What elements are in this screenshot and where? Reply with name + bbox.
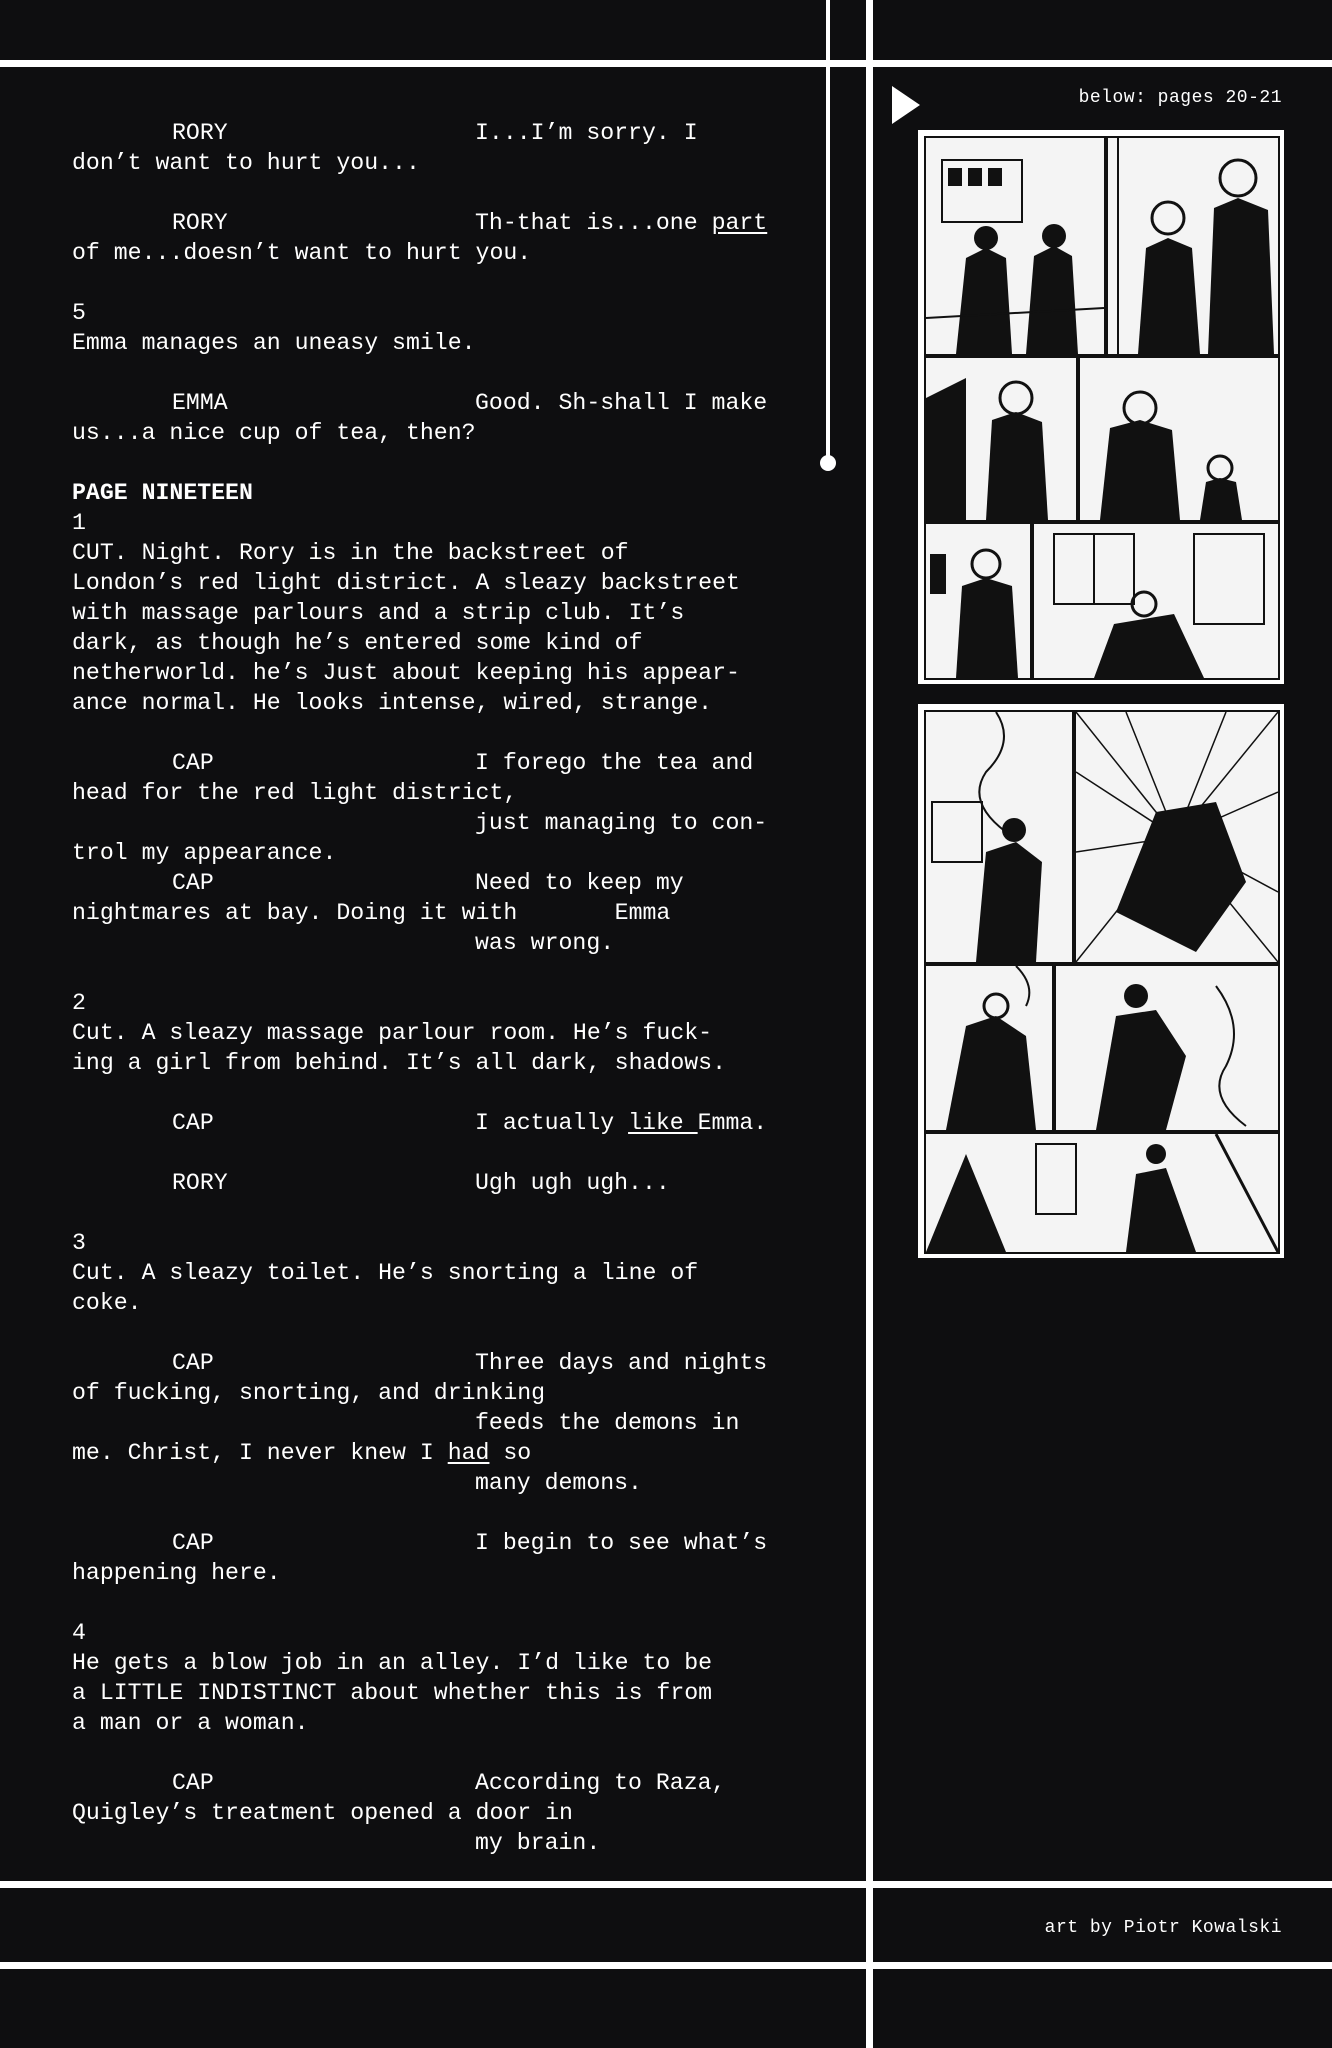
comic-panel [924, 136, 1106, 356]
script-text: 3 [72, 1230, 86, 1256]
script-text: I...I’m sorry. I [475, 120, 698, 146]
script-text: Need to keep my [475, 870, 684, 896]
script-line [72, 328, 812, 358]
script-gap [72, 268, 812, 298]
script-gap [72, 718, 812, 748]
script-line [72, 1438, 812, 1468]
script-line [72, 598, 812, 628]
script-text: netherworld. he’s Just about keeping his appear- [72, 660, 740, 686]
script-line [72, 538, 812, 568]
script-gap [72, 448, 812, 478]
script-text: nightmares at bay. Doing it with Emma [72, 900, 671, 926]
comic-panel [924, 356, 1078, 522]
comic-panel [1078, 356, 1280, 522]
script-text: Cut. A sleazy massage parlour room. He’s fuck- [72, 1020, 713, 1046]
comic-page-thumbnail-21 [918, 704, 1284, 1258]
script-body [72, 118, 812, 1858]
script-gap [72, 1498, 812, 1528]
script-text: Cut. A sleazy toilet. He’s snorting a line of [72, 1260, 699, 1286]
script-line [72, 1468, 812, 1498]
script-text: us...a nice cup of tea, then? [72, 420, 476, 446]
script-text: was wrong. [475, 930, 615, 956]
script-text: Ugh ugh ugh... [475, 1170, 670, 1196]
center-vertical-rule [866, 0, 873, 2048]
script-text: Good. Sh-shall I make [475, 390, 768, 416]
script-line [72, 988, 812, 1018]
script-text: 5 [72, 300, 86, 326]
script-text: just managing to con- [475, 810, 768, 836]
script-line [72, 1798, 812, 1828]
speaker-name: CAP [172, 870, 214, 896]
comic-panel [924, 522, 1032, 680]
script-line [72, 1648, 812, 1678]
play-triangle-icon [892, 86, 922, 124]
script-gap [72, 1738, 812, 1768]
comic-panel [924, 710, 1074, 964]
speaker-name: CAP [172, 1350, 214, 1376]
script-line [72, 238, 812, 268]
speaker-name: EMMA [172, 390, 228, 416]
speaker-name: RORY [172, 210, 228, 236]
script-line [72, 658, 812, 688]
script-text: my brain. [475, 1830, 601, 1856]
script-line [72, 1348, 812, 1378]
script-line [72, 1708, 812, 1738]
script-line [72, 298, 812, 328]
script-line [72, 1378, 812, 1408]
script-gap [72, 178, 812, 208]
script-text: He gets a blow job in an alley. I’d like to be [72, 1650, 713, 1676]
script-line [72, 628, 812, 658]
script-gap [72, 958, 812, 988]
script-text: According to Raza, [475, 1770, 726, 1796]
script-gap [72, 1198, 812, 1228]
script-line [72, 478, 812, 508]
script-line [72, 1048, 812, 1078]
script-line [72, 508, 812, 538]
underlined-word: had [447, 1440, 490, 1466]
script-text: of me...doesn’t want to hurt you. [72, 240, 532, 266]
comic-panel [924, 964, 1054, 1132]
script-line [72, 868, 812, 898]
art-credit: art by Piotr Kowalski [1044, 1918, 1282, 1938]
script-line [72, 1288, 812, 1318]
script-gap [72, 1318, 812, 1348]
script-text: ing a girl from behind. It’s all dark, shadows. [72, 1050, 726, 1076]
speaker-name: CAP [172, 750, 214, 776]
script-gap [72, 1588, 812, 1618]
script-line [72, 898, 812, 928]
script-line [72, 928, 812, 958]
script-text: feeds the demons in [475, 1410, 740, 1436]
script-text: with massage parlours and a strip club. It’s [72, 600, 685, 626]
script-line [72, 1678, 812, 1708]
script-text: a LITTLE INDISTINCT about whether this is from [72, 1680, 713, 1706]
script-text: head for the red light district, [72, 780, 518, 806]
top-horizontal-rule [0, 60, 1332, 67]
script-gap [72, 1138, 812, 1168]
script-line [72, 1168, 812, 1198]
script-line [72, 808, 812, 838]
script-text: Quigley’s treatment opened a door in [72, 1800, 573, 1826]
script-line [72, 1558, 812, 1588]
script-text: I begin to see what’s [475, 1530, 768, 1556]
script-text: Three days and nights [475, 1350, 768, 1376]
script-text: me. Christ, I never knew I had so [72, 1440, 532, 1466]
script-text: 1 [72, 510, 86, 536]
script-text: London’s red light district. A sleazy backstreet [72, 570, 740, 596]
script-line [72, 778, 812, 808]
script-line [72, 388, 812, 418]
script-text: don’t want to hurt you... [72, 150, 420, 176]
script-text: I forego the tea and [475, 750, 754, 776]
script-text: coke. [72, 1290, 142, 1316]
script-text: Emma manages an uneasy smile. [72, 330, 476, 356]
script-line [72, 208, 812, 238]
speaker-name: RORY [172, 120, 228, 146]
script-line [72, 1408, 812, 1438]
script-text: CUT. Night. Rory is in the backstreet of [72, 540, 629, 566]
script-line [72, 688, 812, 718]
bottom-horizontal-rule-upper [0, 1881, 1332, 1888]
script-text: ance normal. He looks intense, wired, strange. [72, 690, 713, 716]
speaker-name: RORY [172, 1170, 228, 1196]
script-line [72, 568, 812, 598]
speaker-name: CAP [172, 1530, 214, 1556]
script-text: dark, as though he’s entered some kind of [72, 630, 643, 656]
comic-panel [1074, 710, 1280, 964]
underlined-word: like [628, 1110, 698, 1136]
script-line [72, 1768, 812, 1798]
script-text: 2 [72, 990, 86, 1016]
script-line [72, 838, 812, 868]
comic-panel [1032, 522, 1280, 680]
script-text: I actually like Emma. [475, 1110, 768, 1136]
script-timeline-rule [826, 0, 830, 463]
script-text: trol my appearance. [72, 840, 337, 866]
script-line [72, 148, 812, 178]
bottom-horizontal-rule-lower [0, 1962, 1332, 1969]
script-line [72, 1258, 812, 1288]
script-text: happening here. [72, 1560, 281, 1586]
script-line [72, 1018, 812, 1048]
script-gap [72, 358, 812, 388]
comic-page-thumbnail-20 [918, 130, 1284, 684]
comic-panel [924, 1132, 1280, 1254]
comic-panel [1054, 964, 1280, 1132]
script-line [72, 748, 812, 778]
comic-panel [1106, 136, 1280, 356]
script-line [72, 1528, 812, 1558]
script-line [72, 418, 812, 448]
page-heading: PAGE NINETEEN [72, 480, 253, 506]
script-text: of fucking, snorting, and drinking [72, 1380, 546, 1406]
script-line [72, 118, 812, 148]
speaker-name: CAP [172, 1770, 214, 1796]
script-line [72, 1228, 812, 1258]
script-line [72, 1828, 812, 1858]
sidebar-caption: below: pages 20-21 [1078, 88, 1282, 108]
script-text: a man or a woman. [72, 1710, 309, 1736]
script-line [72, 1618, 812, 1648]
script-text: 4 [72, 1620, 86, 1646]
script-line [72, 1108, 812, 1138]
script-text: many demons. [475, 1470, 642, 1496]
script-text: Th-that is...one part [475, 210, 768, 236]
speaker-name: CAP [172, 1110, 214, 1136]
script-gap [72, 1078, 812, 1108]
script-timeline-dot [820, 455, 836, 471]
underlined-word: part [711, 210, 768, 236]
